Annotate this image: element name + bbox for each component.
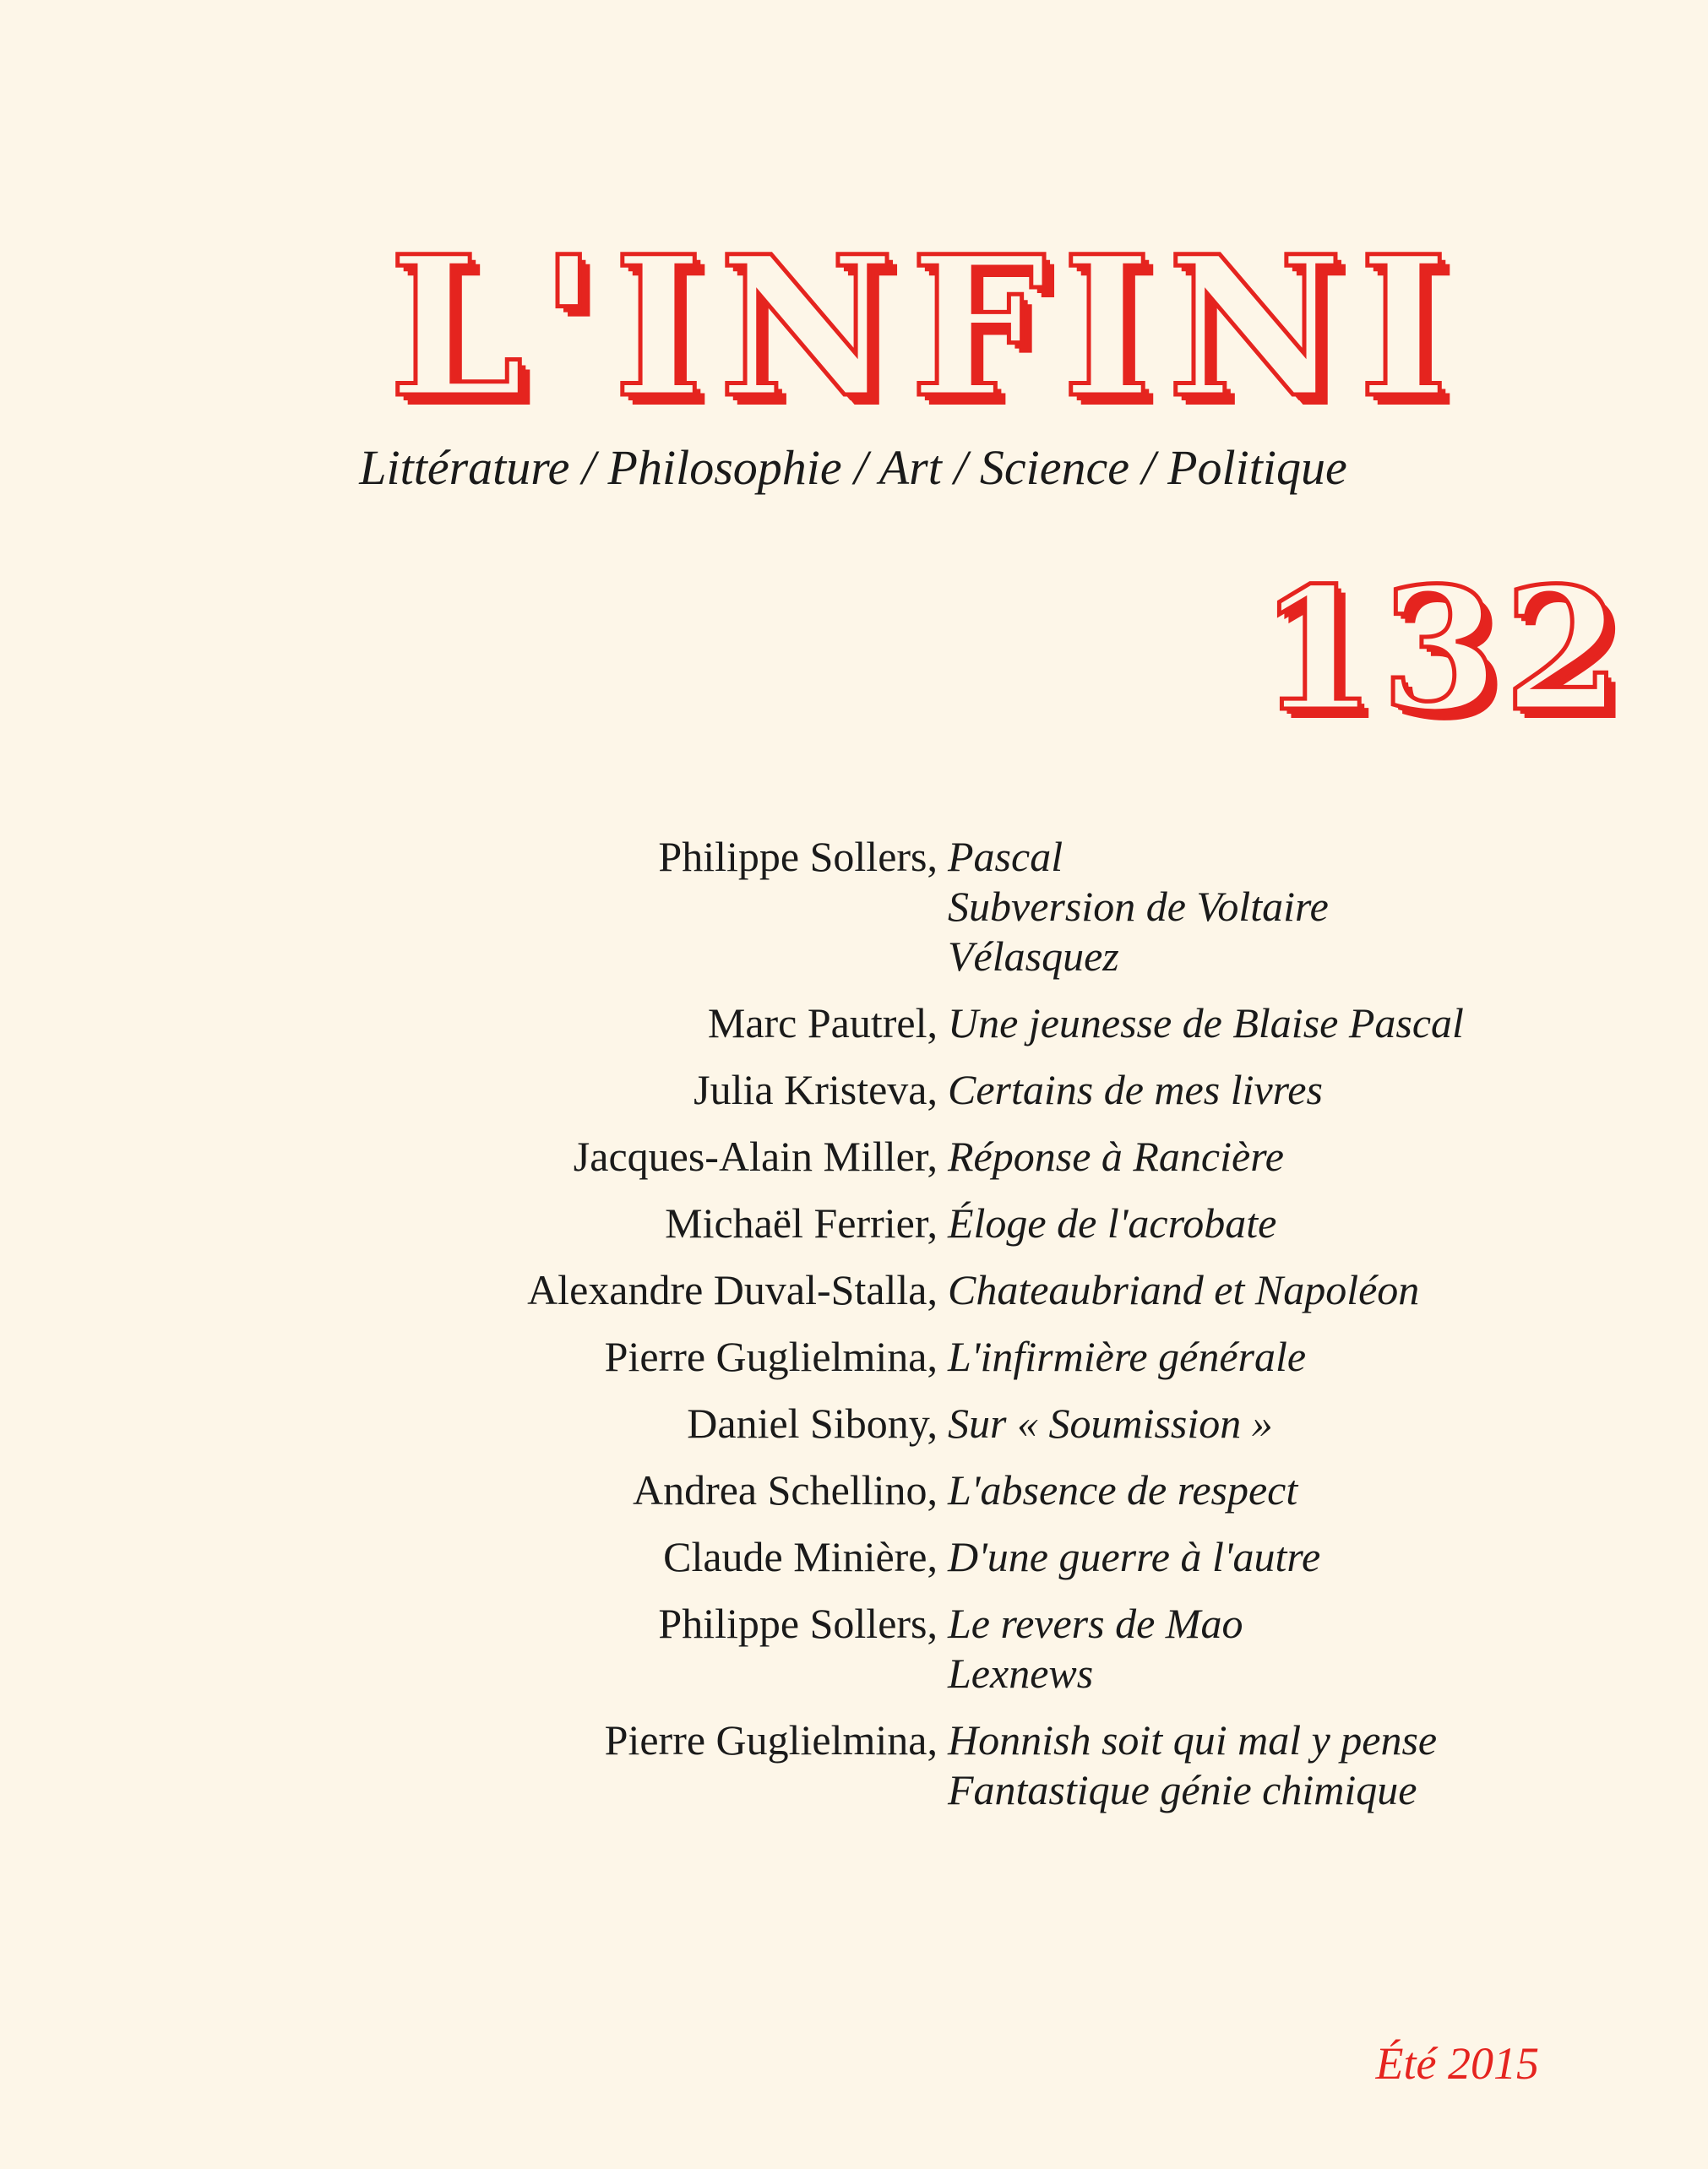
contents-entry (0, 1065, 1708, 1115)
entry-titles (938, 998, 1708, 1048)
entry-titles (938, 1532, 1708, 1582)
entry-titles (938, 1065, 1708, 1115)
entry-author: Marc Pautrel, (707, 999, 938, 1046)
issue-number: 132 (1259, 551, 1627, 749)
entry-titles (938, 1599, 1708, 1699)
contents-entry (0, 1399, 1708, 1449)
entry-title: Réponse à Rancière (948, 1133, 1284, 1180)
entry-title: Le revers de Mao (948, 1600, 1243, 1647)
contents-entry (0, 1265, 1708, 1315)
entry-author: Andrea Schellino, (632, 1466, 938, 1514)
entry-title: L'absence de respect (948, 1466, 1298, 1514)
contents-entry (0, 1332, 1708, 1382)
entry-title: L'infirmière générale (948, 1333, 1307, 1380)
entry-author: Daniel Sibony, (687, 1400, 938, 1447)
contents-entry (0, 1199, 1708, 1248)
table-of-contents (0, 832, 1708, 1832)
contents-entry (0, 1465, 1708, 1515)
entry-title: Certains de mes livres (948, 1066, 1323, 1113)
entry-author: Julia Kristeva, (694, 1066, 938, 1113)
masthead-title: L'INFINI (389, 214, 1464, 440)
entry-author: Michaël Ferrier, (665, 1199, 938, 1247)
entry-title: Sur « Soumission » (948, 1400, 1273, 1447)
entry-titles (938, 1199, 1708, 1248)
entry-title: Chateaubriand et Napoléon (948, 1266, 1420, 1313)
entry-titles (938, 832, 1708, 981)
entry-titles (938, 1132, 1708, 1182)
entry-titles (938, 1399, 1708, 1449)
entry-author: Pierre Guglielmina, (604, 1333, 938, 1380)
contents-entry (0, 832, 1708, 981)
masthead-subtitle: Littérature / Philosophie / Art / Science / Politique (359, 440, 1347, 495)
entry-author: Pierre Guglielmina, (604, 1716, 938, 1764)
entry-author: Philippe Sollers, (658, 833, 938, 880)
entry-title: Lexnews (948, 1650, 1094, 1697)
entry-title: Pascal (948, 833, 1063, 880)
entry-titles (938, 1715, 1708, 1815)
entry-title: Une jeunesse de Blaise Pascal (948, 999, 1464, 1046)
entry-author: Claude Minière, (663, 1533, 938, 1580)
entry-title: D'une guerre à l'autre (948, 1533, 1321, 1580)
entry-titles (938, 1465, 1708, 1515)
entry-title: Vélasquez (948, 932, 1119, 980)
entry-title: Éloge de l'acrobate (948, 1199, 1277, 1247)
issue-date: Été 2015 (1375, 2038, 1539, 2089)
entry-titles (938, 1332, 1708, 1382)
contents-entry (0, 1599, 1708, 1699)
contents-entry (0, 1132, 1708, 1182)
contents-entry (0, 998, 1708, 1048)
entry-titles (938, 1265, 1708, 1315)
entry-title: Fantastique génie chimique (948, 1766, 1417, 1813)
contents-entry (0, 1532, 1708, 1582)
contents-entry (0, 1715, 1708, 1815)
entry-title: Honnish soit qui mal y pense (948, 1716, 1438, 1764)
entry-author: Jacques-Alain Miller, (573, 1133, 938, 1180)
entry-author: Philippe Sollers, (658, 1600, 938, 1647)
entry-title: Subversion de Voltaire (948, 883, 1329, 930)
entry-author: Alexandre Duval-Stalla, (527, 1266, 938, 1313)
